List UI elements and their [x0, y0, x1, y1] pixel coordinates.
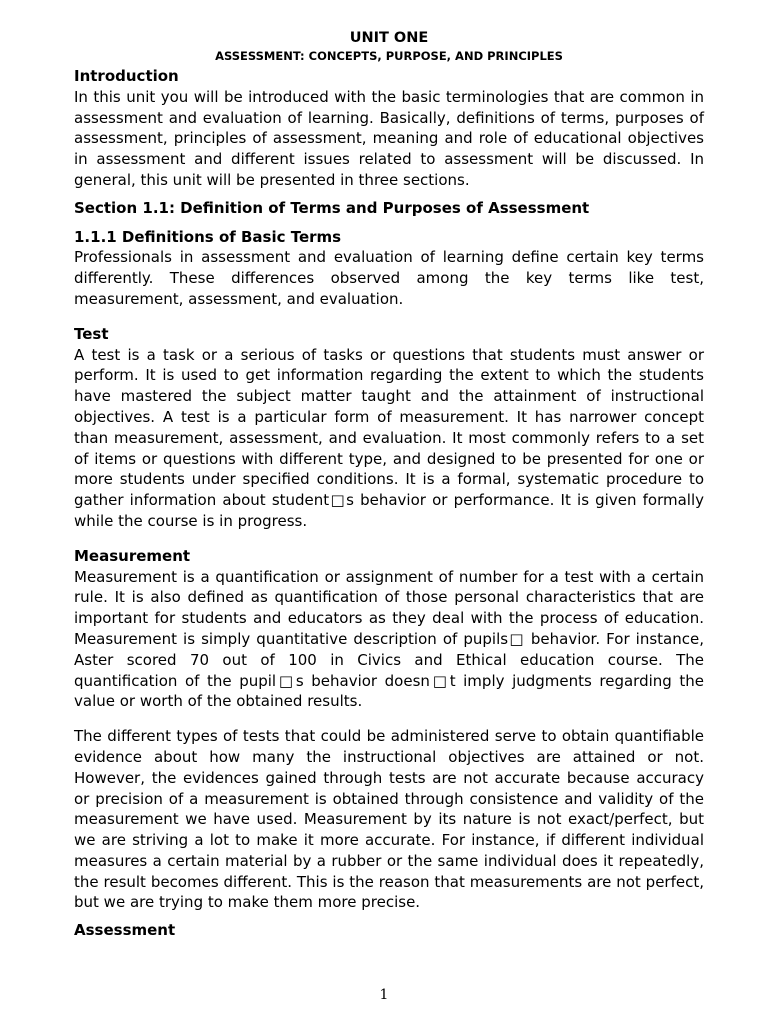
- measurement-text: Measurement is a quantification or assignment of number for a test with a certain rule. It is also defined as quantification of those personal characteristics that are important for students and educators as they deal with the process of education. Measurement is simply quantitative description of pupils□ behavior. For instance, Aster scored 70 out of 100 in Civics and Ethical education course. The quantification of the pupil□s behavior doesn□t imply judgments regarding the value or worth of the obtained results.: [74, 567, 704, 711]
- measurement-heading: Measurement: [74, 546, 191, 565]
- introduction-text: In this unit you will be introduced with the basic terminologies that are common in assessment and evaluation of learning. Basically, definitions of terms, purposes of assessment, principles of assessment, meaning and role of educational objectives in assessment and different issues related to assessment will be discussed. In general, this unit will be presented in three sections.: [74, 87, 704, 189]
- page-number: 1: [379, 987, 389, 1003]
- unit-subtitle: ASSESSMENT: CONCEPTS, PURPOSE, AND PRINCIPLES: [215, 49, 563, 63]
- measurement-text-2: The different types of tests that could be administered serve to obtain quantifiable evidence about how many the instructional objectives are attained or not. However, the evidences gained through tests are not accurate because accuracy or precision of a measurement is obtained through consistence and validity of the measurement we have used. Measurement by its nature is not exact/perfect, but we are striving a lot to make it more accurate. For instance, if different individual measures a certain material by a rubber or the same individual does it repeatedly, the result becomes different. This is the reason that measurements are not perfect, but we are trying to make them more precise.: [74, 727, 704, 912]
- section-1-1-heading: Section 1.1: Definition of Terms and Purposes of Assessment: [74, 198, 590, 217]
- assessment-heading: Assessment: [74, 921, 176, 940]
- document-page: [74, 28, 704, 941]
- unit-title: UNIT ONE: [349, 30, 429, 46]
- test-heading: Test: [74, 324, 109, 343]
- subsection-1-1-1-heading: 1.1.1 Definitions of Basic Terms: [74, 227, 342, 246]
- introduction-heading: Introduction: [74, 67, 179, 85]
- test-text: A test is a task or a serious of tasks or questions that students must answer or perform. It is used to get information regarding the extent to which the students have mastered the subject matter taught and the attainment of instructional objectives. A test is a particular form of measurement. It has narrower concept than measurement, assessment, and evaluation. It most commonly refers to a set of items or questions with different type, and designed to be presented for one or more students under specified conditions. It is a formal, systematic procedure to gather information about student□s behavior or performance. It is given formally while the course is in progress.: [74, 345, 704, 530]
- subsection-1-1-1-text: Professionals in assessment and evaluation of learning define certain key terms differently. These differences observed among the key terms like test, measurement, assessment, and evaluation.: [74, 248, 704, 308]
